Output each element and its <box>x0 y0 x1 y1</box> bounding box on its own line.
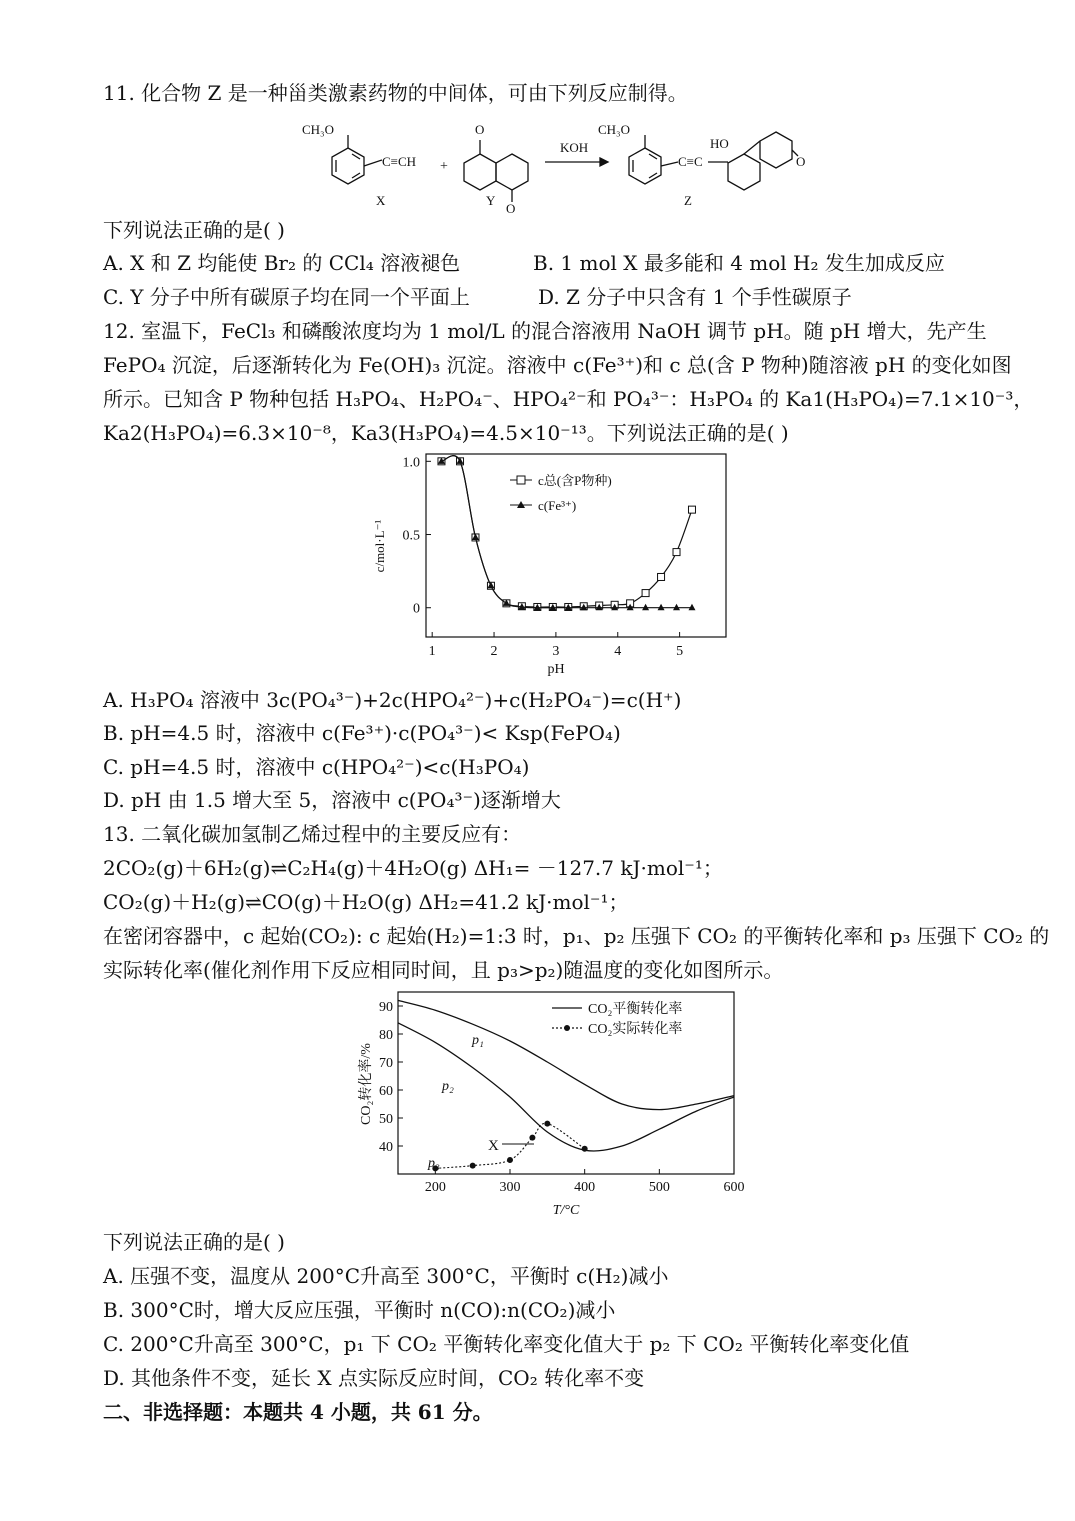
legend-c-fe: c(Fe³⁺) <box>538 498 577 513</box>
label-p2: p₂ <box>442 1079 454 1094</box>
x-alkyne-label: C≡CH <box>382 154 417 169</box>
c-total-point <box>673 549 680 556</box>
q11-option-b: B. 1 mol X 最多能和 4 mol H₂ 发生加成反应 <box>533 251 945 275</box>
z-methoxy-label: CH₃O <box>598 122 630 137</box>
x-tick-label: 4 <box>614 644 622 659</box>
y-tick-label: 80 <box>379 1028 393 1043</box>
q13-question: 下列说法正确的是( ) <box>103 1230 285 1254</box>
y-tick-label: 70 <box>379 1056 393 1071</box>
q13-option-d: D. 其他条件不变，延长 X 点实际反应时间，CO₂ 转化率不变 <box>103 1366 645 1390</box>
x-tick-label: 300 <box>499 1180 521 1195</box>
q13-option-c: C. 200°C升高至 300°C，p₁ 下 CO₂ 平衡转化率变化值大于 p₂ 下 CO₂ 平衡转化率变化值 <box>103 1332 910 1356</box>
x-axis-label: T/°C <box>552 1203 580 1218</box>
q12-option-d: D. pH 由 1.5 增大至 5，溶液中 c(PO₄³⁻)逐渐增大 <box>103 788 561 812</box>
q11-option-a: A. X 和 Z 均能使 Br₂ 的 CCl₄ 溶液褪色 <box>103 251 461 275</box>
x-axis-label: pH <box>547 662 565 677</box>
legend <box>510 473 612 513</box>
y-axis-label: CO₂转化率/% <box>359 1043 374 1125</box>
x-methoxy-label: CH₃O <box>302 122 334 137</box>
q12-line-2: FePO₄ 沉淀，后逐渐转化为 Fe(OH)₃ 沉淀。溶液中 c(Fe³⁺)和 c 总(含 P 物种)随溶液 pH 的变化如图 <box>103 353 1012 377</box>
y-tick-label: 90 <box>379 1000 393 1015</box>
q12-line-4: Ka2(H₃PO₄)=6.3×10⁻⁸，Ka3(H₃PO₄)=4.5×10⁻¹³。下列说法正确的是( ) <box>103 421 789 445</box>
x-tick-label: 600 <box>723 1180 745 1195</box>
legend-c-total: c总(含P物种) <box>538 473 612 488</box>
y-tick-label: 1.0 <box>402 455 420 471</box>
label-p1: p₁ <box>472 1033 484 1048</box>
y-oxo-bottom: O <box>506 201 516 215</box>
q11-option-d: D. Z 分子中只含有 1 个手性碳原子 <box>538 285 852 309</box>
q11-reaction-scheme <box>290 110 810 215</box>
x-tick-label: 2 <box>490 644 498 659</box>
actual-conversion-point <box>582 1146 588 1152</box>
actual-conversion-point <box>507 1157 513 1163</box>
q11-question: 下列说法正确的是( ) <box>103 218 285 242</box>
label-x: X <box>376 193 386 208</box>
c-fe-point <box>688 604 695 611</box>
legend-square-marker <box>517 476 525 484</box>
legend-actual: CO₂实际转化率 <box>588 1022 683 1037</box>
q13-line-3: 在密闭容器中，c 起始(CO₂): c 起始(H₂)=1:3 时，p₁、p₂ 压强下 CO₂ 的平衡转化率和 p₃ 压强下 CO₂ 的 <box>103 924 1050 948</box>
actual-conversion-point <box>529 1135 535 1141</box>
c-total-point <box>658 573 665 580</box>
c-fe-point <box>642 604 649 611</box>
x-tick-label: 200 <box>424 1180 446 1195</box>
c-total-point <box>642 590 649 597</box>
y-tick-label: 0 <box>413 601 420 617</box>
y-oxo-top: O <box>475 122 485 137</box>
q12-option-c: C. pH=4.5 时，溶液中 c(HPO₄²⁻)<c(H₃PO₄) <box>103 755 530 779</box>
q11-option-c: C. Y 分子中所有碳原子均在同一个平面上 <box>103 285 470 309</box>
q12-option-b: B. pH=4.5 时，溶液中 c(Fe³⁺)·c(PO₄³⁻)< Ksp(FePO₄) <box>103 721 621 745</box>
x-tick-label: 1 <box>428 644 436 659</box>
q12-line-1: 12. 室温下，FeCl₃ 和磷酸浓度均为 1 mol/L 的混合溶液用 NaOH 调节 pH。随 pH 增大，先产生 <box>103 319 987 343</box>
label-z: Z <box>684 193 692 208</box>
actual-conversion-point <box>544 1121 550 1127</box>
legend-dot-marker <box>564 1025 570 1031</box>
plus-sign: + <box>440 159 448 174</box>
label-x-point: X <box>488 1138 499 1154</box>
c-fe-point <box>658 604 665 611</box>
actual-conversion-point <box>470 1163 476 1169</box>
y-axis-label: c/mol·L⁻¹ <box>372 519 387 573</box>
y-tick-label: 60 <box>379 1084 393 1099</box>
q13-equation-2: CO₂(g)＋H₂(g)⇌CO(g)＋H₂O(g) ΔH₂=41.2 kJ·mol⁻¹； <box>103 890 629 914</box>
reagent-koh: KOH <box>560 140 589 155</box>
y-tick-label: 50 <box>379 1112 393 1127</box>
q11-stem: 11. 化合物 Z 是一种甾类激素药物的中间体，可由下列反应制得。 <box>103 81 688 105</box>
q12-line-3: 所示。已知含 P 物种包括 H₃PO₄、H₂PO₄⁻、HPO₄²⁻和 PO₄³⁻：H₃PO₄ 的 Ka1(H₃PO₄)=7.1×10⁻³， <box>103 387 1034 411</box>
z-alkyne-label: C≡C <box>678 154 703 169</box>
x-tick-label: 3 <box>552 644 560 659</box>
q13-option-a: A. 压强不变，温度从 200°C升高至 300°C，平衡时 c(H₂)减小 <box>103 1264 669 1288</box>
y-tick-label: 0.5 <box>402 528 420 544</box>
section-two-heading: 二、非选择题：本题共 4 小题，共 61 分。 <box>103 1400 493 1424</box>
c-total-point <box>688 506 695 513</box>
q13-equation-1: 2CO₂(g)＋6H₂(g)⇌C₂H₄(g)＋4H₂O(g) ΔH₁= －127.7 kJ·mol⁻¹； <box>103 856 723 880</box>
ph-concentration-chart <box>360 448 740 680</box>
label-p3: p₃ <box>428 1156 440 1171</box>
label-y: Y <box>486 193 496 208</box>
x-tick-label: 500 <box>648 1180 670 1195</box>
x-tick-label: 400 <box>574 1180 596 1195</box>
legend <box>552 1001 682 1037</box>
legend-equilibrium: CO₂平衡转化率 <box>588 1002 683 1017</box>
co2-conversion-chart <box>350 986 755 1218</box>
z-oxo-label: O <box>796 154 806 169</box>
x-tick-label: 5 <box>676 644 684 659</box>
q13-option-b: B. 300°C时，增大反应压强，平衡时 n(CO):n(CO₂)减小 <box>103 1298 616 1322</box>
q12-option-a: A. H₃PO₄ 溶液中 3c(PO₄³⁻)+2c(HPO₄²⁻)+c(H₂PO₄⁻)=c(H⁺) <box>103 688 682 712</box>
z-hydroxyl-label: HO <box>710 136 729 151</box>
c-fe-point <box>673 604 680 611</box>
y-tick-label: 40 <box>379 1140 393 1155</box>
q13-line-4: 实际转化率(催化剂作用下反应相同时间，且 p₃>p₂)随温度的变化如图所示。 <box>103 958 784 982</box>
q13-stem: 13. 二氧化碳加氢制乙烯过程中的主要反应有： <box>103 822 522 846</box>
